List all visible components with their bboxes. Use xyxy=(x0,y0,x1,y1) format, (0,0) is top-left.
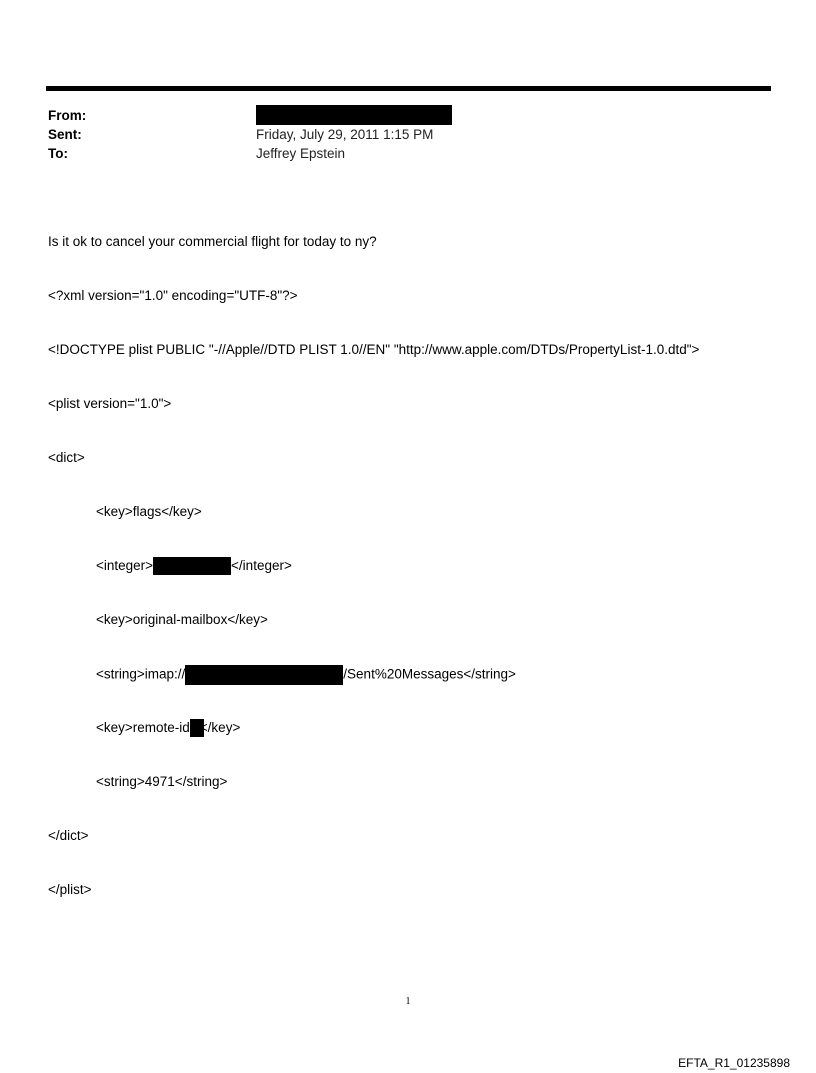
key-flags: <key>flags</key> xyxy=(96,504,202,519)
header-rule xyxy=(46,86,771,91)
plist-open: <plist version="1.0"> xyxy=(48,396,172,411)
remote-id-close: </key> xyxy=(199,720,241,735)
message-text: Is it ok to cancel your commercial flight for today to ny? xyxy=(48,234,377,249)
integer-redaction xyxy=(153,557,231,575)
xml-declaration: <?xml version="1.0" encoding="UTF-8"?> xyxy=(48,288,298,303)
dict-open: <dict> xyxy=(48,450,85,465)
integer-line xyxy=(48,557,699,575)
imap-line xyxy=(48,665,699,683)
doctype-line: <!DOCTYPE plist PUBLIC "-//Apple//DTD PLIST 1.0//EN" "http://www.apple.com/DTDs/PropertyList-1.0.dtd"> xyxy=(48,342,700,357)
from-label: From: xyxy=(48,108,87,123)
imap-open: <string>imap:// xyxy=(96,666,186,682)
to-value: Jeffrey Epstein xyxy=(256,146,346,161)
remote-id-line xyxy=(48,719,699,737)
imap-close: /Sent%20Messages</string> xyxy=(343,666,516,682)
imap-redaction xyxy=(185,665,343,685)
remote-id-open: <key>remote-id xyxy=(96,720,190,735)
integer-close: </integer> xyxy=(231,558,292,573)
bates-number: EFTA_R1_01235898 xyxy=(678,1056,790,1070)
page-number: 1 xyxy=(405,996,411,1007)
remote-id-string: <string>4971</string> xyxy=(96,774,228,789)
sent-label: Sent: xyxy=(48,127,82,142)
key-mailbox: <key>original-mailbox</key> xyxy=(96,612,268,627)
email-body xyxy=(48,197,699,917)
sent-value: Friday, July 29, 2011 1:15 PM xyxy=(256,127,434,142)
plist-close: </plist> xyxy=(48,882,92,897)
from-redaction xyxy=(256,105,452,125)
to-label: To: xyxy=(48,146,68,161)
integer-open: <integer> xyxy=(96,558,154,573)
dict-close: </dict> xyxy=(48,828,89,843)
